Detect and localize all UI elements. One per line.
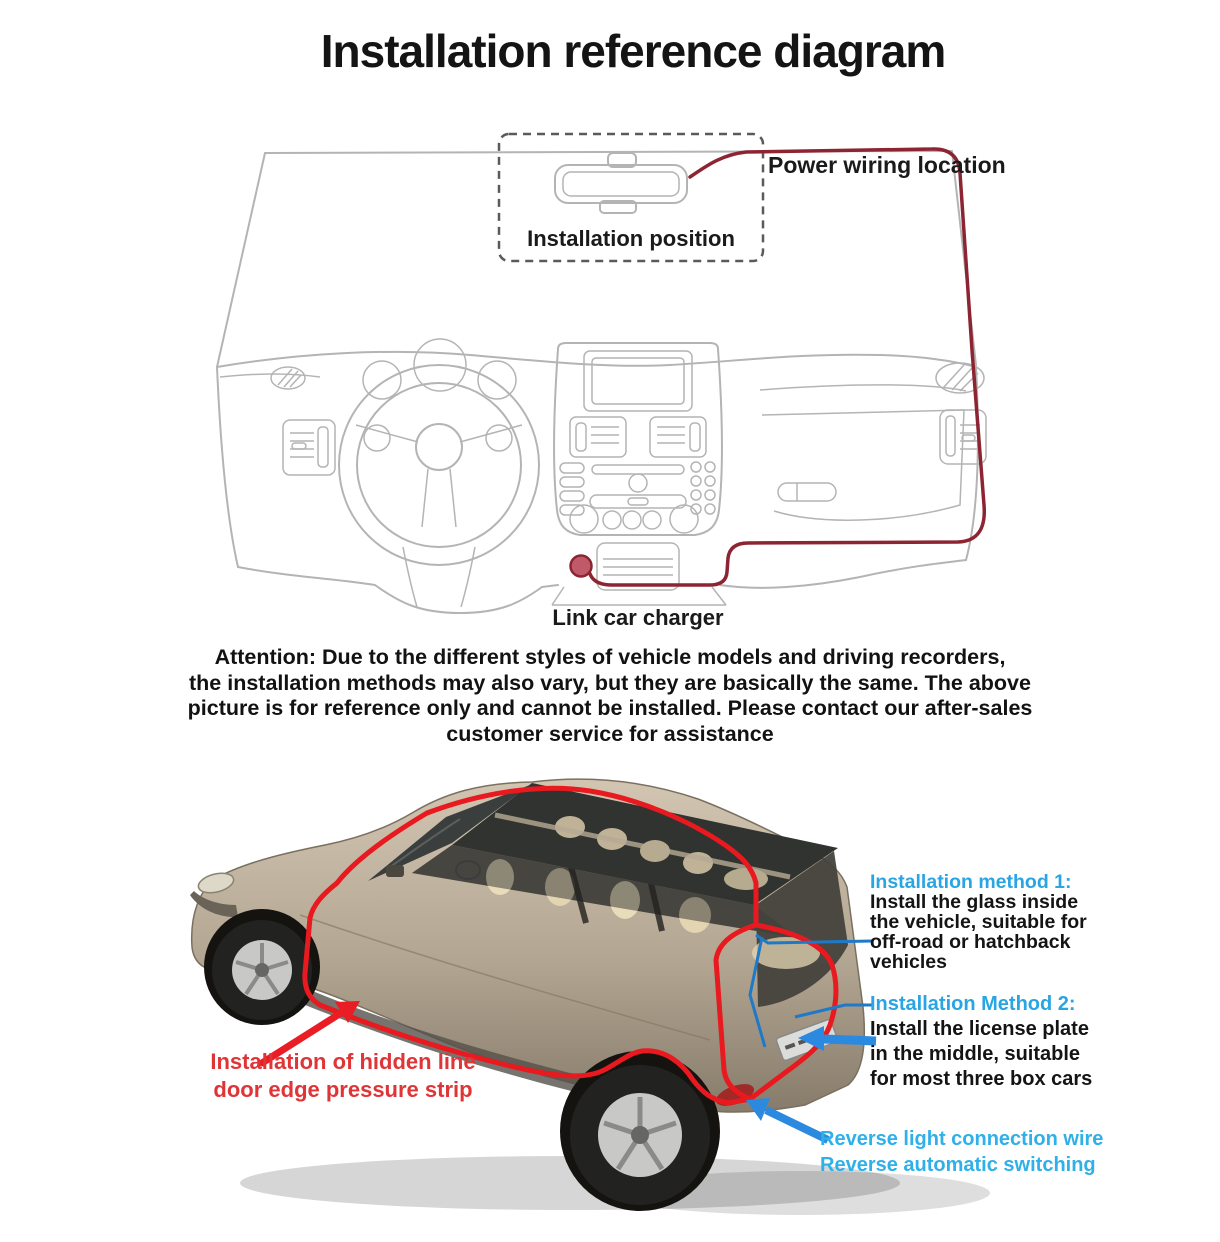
method2-label (870, 992, 1092, 1092)
method1-label (870, 872, 1087, 972)
power-wiring-label: Power wiring location (768, 152, 1006, 178)
method2-title: Installation Method 2: (870, 993, 1076, 1015)
power-wire-route (571, 149, 985, 585)
method2-line: for most three box cars (870, 1068, 1093, 1090)
cigarette-lighter-socket (571, 556, 592, 577)
reverse-light-text: Reverse light connection wire (820, 1128, 1104, 1150)
attention-note (0, 645, 1220, 747)
method1-line: Install the glass inside (870, 891, 1079, 913)
rearview-mirror (555, 153, 687, 213)
hidden-line-label (178, 1048, 508, 1104)
attention-line: the installation methods may also vary, but they are basically the same. The above (189, 670, 1031, 695)
hidden-line-text: Installation of hidden line (210, 1049, 476, 1074)
page-title: Installation reference diagram (320, 25, 946, 77)
attention-line: customer service for assistance (446, 721, 774, 746)
front-wheel (204, 909, 320, 1025)
method2-line: Install the license plate (870, 1018, 1089, 1040)
link-car-charger-label: Link car charger (552, 605, 724, 630)
method1-line: vehicles (870, 951, 947, 973)
dashboard-line-diagram (160, 115, 1060, 645)
method2-line: in the middle, suitable (870, 1043, 1081, 1065)
installation-position-label: Installation position (527, 226, 735, 251)
windshield-outline (217, 151, 976, 367)
power-wire-path (584, 149, 984, 585)
method1-line: the vehicle, suitable for (870, 911, 1087, 933)
left-air-vents (271, 367, 335, 475)
head-unit-screen (584, 351, 692, 411)
reverse-light-label (820, 1126, 1103, 1178)
steering-wheel (339, 339, 539, 607)
method1-line: off-road or hatchback (870, 931, 1071, 953)
reverse-light-text: Reverse automatic switching (820, 1154, 1096, 1176)
method1-title: Installation method 1: (870, 871, 1072, 893)
attention-line: picture is for reference only and cannot be installed. Please contact our after-sales (187, 696, 1033, 720)
hidden-line-text: door edge pressure strip (213, 1077, 473, 1102)
door-mirror (386, 865, 404, 877)
attention-line: Attention: Due to the different styles of vehicle models and driving recorders, (214, 645, 1006, 669)
